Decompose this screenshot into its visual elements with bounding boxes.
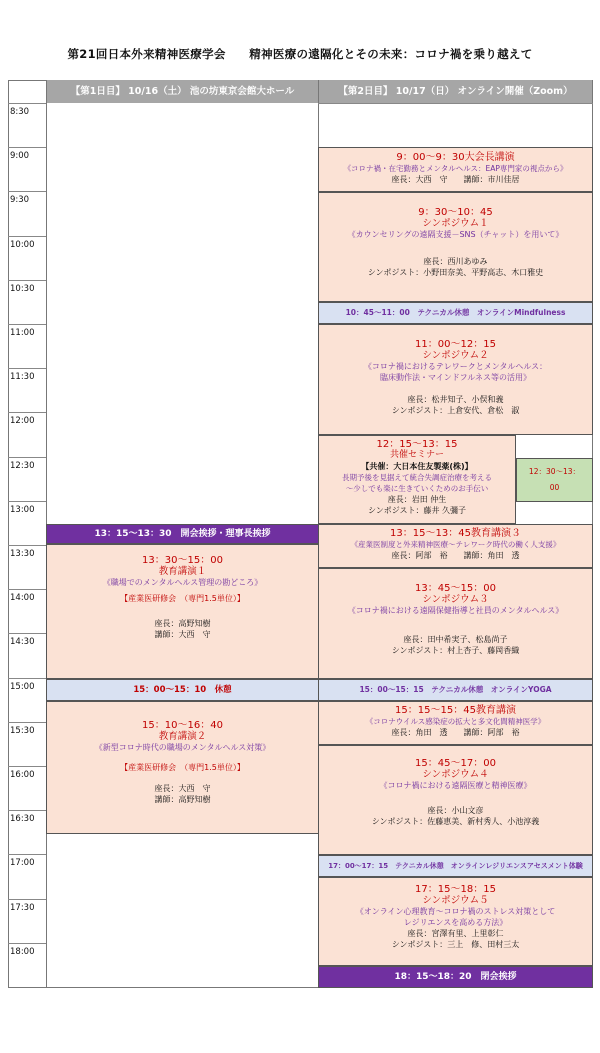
sym2-theme1: 《コロナ禍におけるテレワークとメンタルヘルス：: [363, 362, 548, 371]
sym4-time: 15：45～17：00: [415, 758, 496, 769]
seminar-name: 共催セミナー: [389, 450, 444, 460]
time-row-line: [8, 633, 46, 634]
day2-symposium2: [318, 324, 593, 435]
time-row-line: [8, 368, 46, 369]
lecture4-time: 15：15～15：45教育講演: [395, 705, 516, 716]
time-row-line: [8, 191, 46, 192]
time-label: 13:00: [10, 505, 35, 515]
seminar-speaker: シンポジスト：藤井 久彌子: [367, 506, 467, 515]
lecture3-people: 座長：阿部 裕 講師：角田 透: [391, 551, 520, 560]
time-row-line: [8, 147, 46, 148]
lecture4-theme: 《コロナウイルス感染症の拡大と多文化間精神医学》: [365, 717, 546, 726]
time-label: 9:30: [10, 195, 30, 205]
time-label: 13:30: [10, 549, 35, 559]
time-row-line: [8, 854, 46, 855]
lecture1-note: 【産業医研修会 （専門1.5単位）】: [120, 594, 245, 603]
lecture3-time: 13：15～13：45教育講演３: [390, 528, 521, 539]
time-label: 15:00: [10, 682, 35, 692]
day1-header: 【第1日目】 10/16（土） 池の坊東京会館大ホール: [47, 80, 318, 103]
lecture1-name: 教育講演１: [158, 566, 207, 577]
green-time2: 00: [549, 483, 560, 492]
sym5-theme1: 《オンライン心理教育～コロナ禍のストレス対策として: [355, 907, 556, 916]
sym2-name: シンポジウム２: [422, 350, 489, 361]
day2-header: 【第2日目】 10/17（日） オンライン開催（Zoom）: [319, 80, 592, 103]
time-label: 8:30: [10, 107, 30, 117]
day2-tech-break2: 15：00～15：15 テクニカル休憩 オンラインYOGA: [318, 679, 593, 701]
time-label: 14:30: [10, 637, 35, 647]
day2-symposium5: [318, 877, 593, 966]
seminar-time: 12：15～13：15: [376, 439, 458, 450]
time-row-line: [8, 324, 46, 325]
day1-lecture2: [46, 701, 319, 834]
time-row-line: [8, 545, 46, 546]
time-row-line: [8, 943, 46, 944]
lecture1-time: 13：30～15：00: [142, 555, 223, 566]
sym1-panel: シンポジスト：小野田奈美、平野高志、木口雅史: [367, 268, 544, 277]
day2-tech-break3: 17：00～17：15 テクニカル休憩 オンラインレジリエンスアセスメント体験: [318, 855, 593, 877]
day2-lecture4: [318, 701, 593, 745]
seminar-chair: 座長：岩田 仲生: [387, 495, 447, 504]
lecture2-note: 【産業医研修会 （専門1.5単位）】: [120, 763, 245, 772]
sym3-time: 13：45～15：00: [415, 583, 496, 594]
day2-row-line: [318, 103, 593, 104]
keynote-theme: 《コロナ禍・在宅勤務とメンタルヘルス：EAP専門家の視点から》: [343, 164, 568, 173]
time-label: 12:30: [10, 461, 35, 471]
sym1-chair: 座長：西川あゆみ: [423, 257, 488, 266]
sym5-name: シンポジウム５: [422, 895, 489, 906]
time-label: 17:00: [10, 858, 35, 868]
time-row-line: [8, 899, 46, 900]
day2-seminar: [318, 435, 516, 524]
day2-symposium1: [318, 192, 593, 302]
lecture2-chair: 座長：大西 守: [154, 784, 211, 793]
time-row-line: [8, 678, 46, 679]
time-label: 14:00: [10, 593, 35, 603]
sym4-chair: 座長：小山文彦: [427, 806, 484, 815]
keynote-time: 9：00～9：30大会長講演: [396, 152, 515, 163]
lecture2-name: 教育講演２: [158, 731, 207, 742]
sym1-theme: 《カウンセリングの遠隔支援－SNS（チャット）を用いて》: [347, 230, 564, 239]
day2-lecture3: [318, 524, 593, 568]
sym2-time: 11：00～12：15: [415, 339, 496, 350]
lecture3-theme: 《産業医制度と外来精神医療～テレワーク時代の働く人支援》: [350, 540, 561, 549]
seminar-theme1: 長期予後を見据えて統合失調症治療を考える: [342, 473, 492, 482]
day1-opening-bar: 13：15～13：30 開会挨拶・理事長挨拶: [46, 524, 319, 544]
sym3-panel: シンポジスト：村上杏子、藤岡香織: [391, 646, 520, 655]
day2-tech-break1: 10：45～11：00 テクニカル休憩 オンラインMindfulness: [318, 302, 593, 324]
sym3-chair: 座長：田中希実子、松島尚子: [403, 635, 508, 644]
sym5-theme2: レジリエンスを高める方法》: [403, 918, 508, 927]
sym4-theme: 《コロナ禍における遠隔医療と精神医療》: [379, 781, 532, 790]
time-row-line: [8, 810, 46, 811]
sym5-time: 17：15～18：15: [415, 884, 496, 895]
time-label: 11:30: [10, 372, 35, 382]
sym5-panel: シンポジスト：三上 修、田村三太: [391, 940, 520, 949]
lecture2-time: 15：10～16：40: [142, 720, 223, 731]
lecture2-speaker: 講師：高野知樹: [154, 795, 211, 804]
time-row-line: [8, 236, 46, 237]
page-title: 第21回日本外来精神医療学会 精神医療の遠隔化とその未来：コロナ禍を乗り越えて: [67, 47, 533, 61]
sym4-name: シンポジウム４: [422, 769, 489, 780]
time-row-line: [8, 280, 46, 281]
time-row-line: [8, 103, 46, 104]
lecture1-speaker: 講師：大西 守: [154, 630, 211, 639]
sym4-panel: シンポジスト：佐藤恵美、新村秀人、小池淳義: [371, 817, 540, 826]
lecture1-chair: 座長：高野知樹: [154, 619, 211, 628]
time-label: 16:30: [10, 814, 35, 824]
day2-closing-bar: 18：15～18：20 閉会挨拶: [318, 966, 593, 988]
day2-symposium3: [318, 568, 593, 679]
time-label: 12:00: [10, 416, 35, 426]
time-row-line: [8, 501, 46, 502]
time-label: 17:30: [10, 903, 35, 913]
lecture2-theme: 《新型コロナ時代の職場のメンタルヘルス対策》: [94, 743, 271, 752]
keynote-people: 座長：大西 守 講師：市川佳居: [391, 175, 520, 184]
sym3-name: シンポジウム３: [422, 594, 489, 605]
sym5-chair: 座長：宮澤有里、上里彰仁: [407, 929, 504, 938]
time-row-line: [8, 722, 46, 723]
green-time1: 12：30～13：: [528, 467, 581, 476]
day2-green-block: [516, 458, 593, 502]
time-row-line: [8, 589, 46, 590]
time-label: 15:30: [10, 726, 35, 736]
seminar-sponsor: 【共催：大日本住友製薬(株)】: [361, 462, 473, 471]
time-label: 11:00: [10, 328, 35, 338]
day1-lecture1: [46, 544, 319, 679]
sym2-panel: シンポジスト：上倉安代、倉松 淑: [391, 406, 520, 415]
time-row-line: [8, 766, 46, 767]
sym2-theme2: 臨床動作法・マインドフルネス等の活用》: [379, 373, 532, 382]
time-label: 18:00: [10, 947, 35, 957]
time-label: 10:30: [10, 284, 35, 294]
day2-symposium4: [318, 745, 593, 855]
sym1-time: 9：30～10：45: [418, 207, 493, 218]
sym1-name: シンポジウム１: [422, 218, 489, 229]
day2-keynote: [318, 147, 593, 192]
time-row-line: [8, 412, 46, 413]
lecture4-people: 座長：角田 透 講師：阿部 裕: [391, 728, 520, 737]
time-label: 16:00: [10, 770, 35, 780]
time-label: 10:00: [10, 240, 35, 250]
sym2-chair: 座長：松井知子、小俣和義: [407, 395, 504, 404]
lecture1-theme: 《職場でのメンタルヘルス管理の勘どころ》: [102, 578, 263, 587]
time-label: 9:00: [10, 151, 30, 161]
seminar-theme2: ～少しでも楽に生きていくためのお手伝い: [345, 484, 489, 493]
sym3-theme: 《コロナ禍における遠隔保健指導と社員のメンタルヘルス》: [347, 606, 564, 615]
time-row-line: [8, 457, 46, 458]
day1-break: 15：00～15：10 休憩: [46, 679, 319, 701]
